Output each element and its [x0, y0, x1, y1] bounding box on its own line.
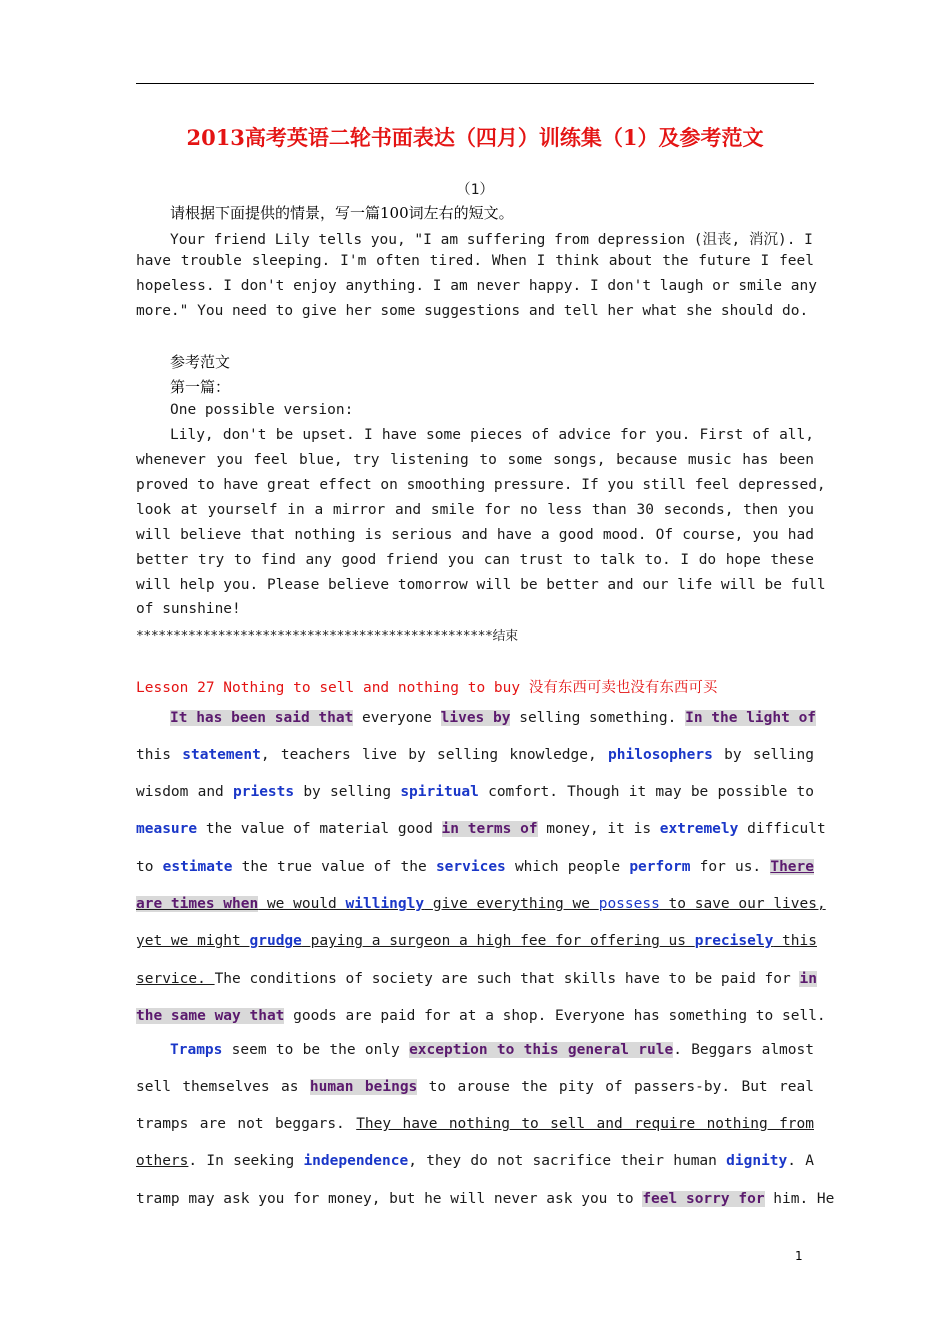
lesson-line: tramps are not beggars. They have nothing to sell and require nothing from — [136, 1116, 814, 1132]
page-number: 1 — [795, 1249, 803, 1263]
vocab-word: services — [435, 859, 506, 875]
prompt-line: more." You need to give her some suggestions and tell her what she should do. — [136, 303, 809, 319]
highlight-phrase: lives by — [440, 710, 511, 726]
sample-line: proved to have great effect on smoothing pressure. If you still feel depressed, — [136, 477, 826, 493]
lesson-line: to estimate the true value of the services which people perform for us. There — [136, 859, 814, 875]
vocab-word: grudge — [249, 933, 302, 949]
sample-line: Lily, don't be upset. I have some pieces of advice for you. First of all, — [170, 427, 814, 443]
lesson-line: this statement, teachers live by selling knowledge, philosophers by selling — [136, 747, 815, 763]
section-number: （1） — [456, 182, 494, 198]
vocab-word: Tramps — [170, 1042, 223, 1058]
prompt-line: Your friend Lily tells you, "I am suffering from depression (沮丧, 消沉). I — [170, 232, 813, 248]
vocab-word: perform — [629, 859, 691, 875]
vocab-word: possess — [598, 896, 660, 912]
vocab-word: philosophers — [608, 747, 713, 763]
vocab-word: independence — [303, 1153, 409, 1169]
highlight-phrase: human beings — [309, 1079, 418, 1095]
lesson-line: service. The conditions of society are such that skills have to be paid for in — [136, 971, 817, 987]
sample-line: will help you. Please believe tomorrow will be better and our life will be full — [136, 577, 826, 593]
vocab-word: dignity — [726, 1153, 788, 1169]
vocab-word: priests — [233, 784, 295, 800]
highlight-phrase: in — [799, 971, 817, 987]
vocab-word: precisely — [694, 933, 774, 949]
lesson-line: sell themselves as human beings to arouse the pity of passers-by. But real — [136, 1079, 814, 1095]
vocab-word: measure — [136, 821, 198, 837]
highlight-phrase: There — [770, 859, 814, 875]
vocab-word: willingly — [345, 896, 425, 912]
lesson-line: others. In seeking independence, they do not sacrifice their human dignity. A — [136, 1153, 814, 1169]
lesson-line: wisdom and priests by selling spiritual comfort. Though it may be possible to — [136, 784, 814, 800]
highlight-phrase: are times when — [136, 896, 259, 912]
prompt-instruction: 请根据下面提供的情景，写一篇100词左右的短文。 — [170, 204, 514, 222]
sample-line: will believe that nothing is serious and have a good mood. Of course, you had — [136, 527, 814, 543]
highlight-phrase: exception to this general rule — [409, 1042, 674, 1058]
sample-line: better try to find any good friend you can trust to talk to. I do hope these — [136, 552, 814, 568]
lesson-line: measure the value of material good in terms of money, it is extremely difficult — [136, 821, 826, 837]
prompt-line: have trouble sleeping. I'm often tired. When I think about the future I feel — [136, 253, 814, 269]
highlight-phrase: in terms of — [441, 821, 538, 837]
sample-line: whenever you feel blue, try listening to some songs, because music has been — [136, 452, 814, 468]
header-rule — [136, 83, 814, 84]
lesson-line: Tramps seem to be the only exception to this general rule. Beggars almost — [170, 1042, 814, 1058]
highlight-phrase: It has been said that — [170, 710, 354, 726]
vocab-word: spiritual — [400, 784, 479, 800]
lesson-line: tramp may ask you for money, but he will never ask you to feel sorry for him. He — [136, 1191, 835, 1207]
highlight-phrase: the same way that — [136, 1008, 285, 1024]
highlight-phrase: In the light of — [685, 710, 817, 726]
vocab-word: extremely — [659, 821, 739, 837]
lesson-line: yet we might grudge paying a surgeon a high fee for offering us precisely this — [136, 933, 817, 949]
sample-line: of sunshine! — [136, 601, 241, 617]
sample-line: look at yourself in a mirror and smile for no less than 30 seconds, then you — [136, 502, 814, 518]
highlight-phrase: feel sorry for — [642, 1191, 765, 1207]
vocab-word: statement — [182, 747, 261, 763]
page-title: 2013高考英语二轮书面表达（四月）训练集（1）及参考范文 — [186, 125, 764, 150]
sample-heading: 参考范文 — [170, 353, 231, 371]
lesson-line: It has been said that everyone lives by selling something. In the light of — [170, 710, 817, 726]
end-marker: ************************************************结束 — [136, 629, 518, 644]
prompt-line: hopeless. I don't enjoy anything. I am never happy. I don't laugh or smile any — [136, 278, 817, 294]
sample-version-label: One possible version: — [170, 402, 354, 418]
lesson-line: the same way that goods are paid for at a shop. Everyone has something to sell. — [136, 1008, 826, 1024]
lesson-heading: Lesson 27 Nothing to sell and nothing to buy 没有东西可卖也没有东西可买 — [136, 680, 718, 696]
vocab-word: estimate — [162, 859, 233, 875]
lesson-line: are times when we would willingly give everything we possess to save our lives, — [136, 896, 826, 912]
sample-piece-label: 第一篇： — [170, 378, 231, 396]
